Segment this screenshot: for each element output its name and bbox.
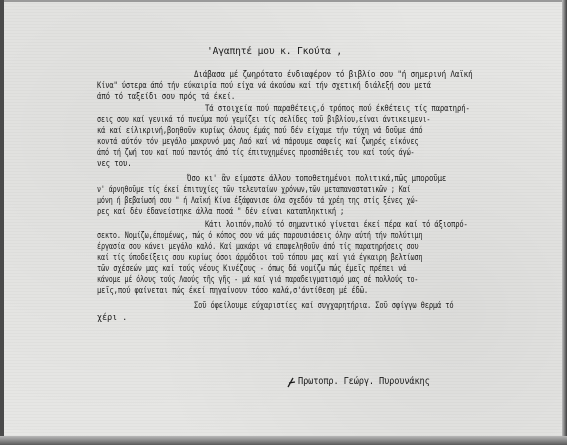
- letter-line: ν' άρνηθοῦμε τίς έκεί έπιτυχίες τῶν τελευταίων χρόνων,τῶν μεταπαναστατικῶν ; Καί: [97, 185, 411, 195]
- letter-line: Κίνα" ύστερα άπό τήν εύκαιρία πού είχα νά άκούσω καί τήν σχετική διάλεξή σου μετά: [97, 81, 431, 91]
- letter-line: τῶν σχέσεών μας καί τούς νέους Κινέζους - όπως δά νομίζω πώς έμεῖς πρέπει νά: [97, 264, 407, 274]
- letter-line: καί τίς ύποδείξεις σου κυρίως όσοι άρμόδιοι τοῦ τόπου μας καί γιά έγκαιρη βελτίωση: [97, 253, 423, 263]
- letter-line: ρες καί δέν έδανείστηκε άλλα ποσά " δέν είναι καταπληκτική ;: [97, 207, 345, 217]
- letter-line: κάνομε μέ όλους τούς Λαούς τῆς γῆς - μά καί γιά παραδειγματισμό μας σέ πολλούς το-: [97, 275, 419, 285]
- letter-line: έργασία σου κάνει μεγάλο καλό. Καί μακάρι νά επαφεληθοῦν άπό τίς παρατηρήσεις σου: [97, 242, 419, 252]
- letter-signature: Πρωτοπρ. Γεώργ. Πυρουνάκης: [298, 376, 430, 387]
- scan-top-edge: [0, 0, 567, 2]
- scan-bottom-edge: [0, 436, 567, 445]
- letter-line: Σοῦ όφείλουμε εύχαριστίες καί συγχαρητήρια. Σοῦ σφίγγω θερμά τό: [194, 301, 454, 311]
- letter-line: σεις σου καί γενικά τό πνεύμα πού γεμίζει τίς σελίδες τοῦ βιβλίου,είναι άντικειμενι-: [97, 115, 431, 125]
- letter-line: νες του.: [97, 159, 132, 169]
- letter-line: Κάτι λοιπόν,πολύ τό σημαντικό γίνεται έκεί πέρα καί τό άξιοπρό-: [205, 220, 468, 230]
- letter-line: Διάβασα μέ ζωηρότατο ένδιαφέρον τό βιβλίο σου "ή σημερινή Λαϊκή: [194, 70, 473, 80]
- letter-greeting: 'Αγαπητέ μου κ. Γκούτα ,: [207, 46, 343, 57]
- handwritten-mark-icon: [287, 377, 296, 388]
- letter-line: χέρι .: [97, 313, 128, 323]
- scan-right-edge: [562, 0, 567, 445]
- letter-line: Τά στοιχεία πού παραθέτεις,ό τρόπος πού έκθέτεις τίς παρατηρή-: [205, 104, 470, 114]
- scan-left-edge: [0, 0, 4, 445]
- letter-line: κοντά αύτόν τόν μεγάλο μακρυνό μας Λαό καί νά πάρουμε σαφείς καί ζωηρές είκόνες: [97, 137, 419, 147]
- letter-line: άπό τό ταξείδι σου πρός τά έκεί.: [97, 92, 236, 102]
- letter-line: μόνη ή βεβαίωσή σου " ή Λαϊκή Κίνα έξάφανισε όλα σχεδόν τά χρέη της στίς ξένες χώ-: [97, 196, 419, 206]
- letter-line: άπό τή ζωή του καί πού παντός άπό τίς έπιτυχημένες προσπάθειές του καί τούς άγώ-: [97, 148, 415, 158]
- letter-line: μεῖς,πού φαίνεται πώς έκεί πηγαίνουν τόσο καλά,σ'άντίθεση μέ έδῶ.: [97, 286, 369, 296]
- letter-line: Όσο κι' ἂν είμαστε άλλου τοποθετημένοι πολιτικά,πῶς μποροῦμε: [187, 174, 447, 184]
- letter-line: κά καί είλικρινή,βοηθοῦν κυρίως όλους έμάς πού δέν είχαμε τήν τύχη νά δοῦμε άπό: [97, 126, 423, 136]
- letter-line: σεκτο. Νομίζω,έπομένως, πώς ό κόπος σου νά μάς παρουσιάσεις όλην αύτή τήν πολύτιμη: [97, 231, 423, 241]
